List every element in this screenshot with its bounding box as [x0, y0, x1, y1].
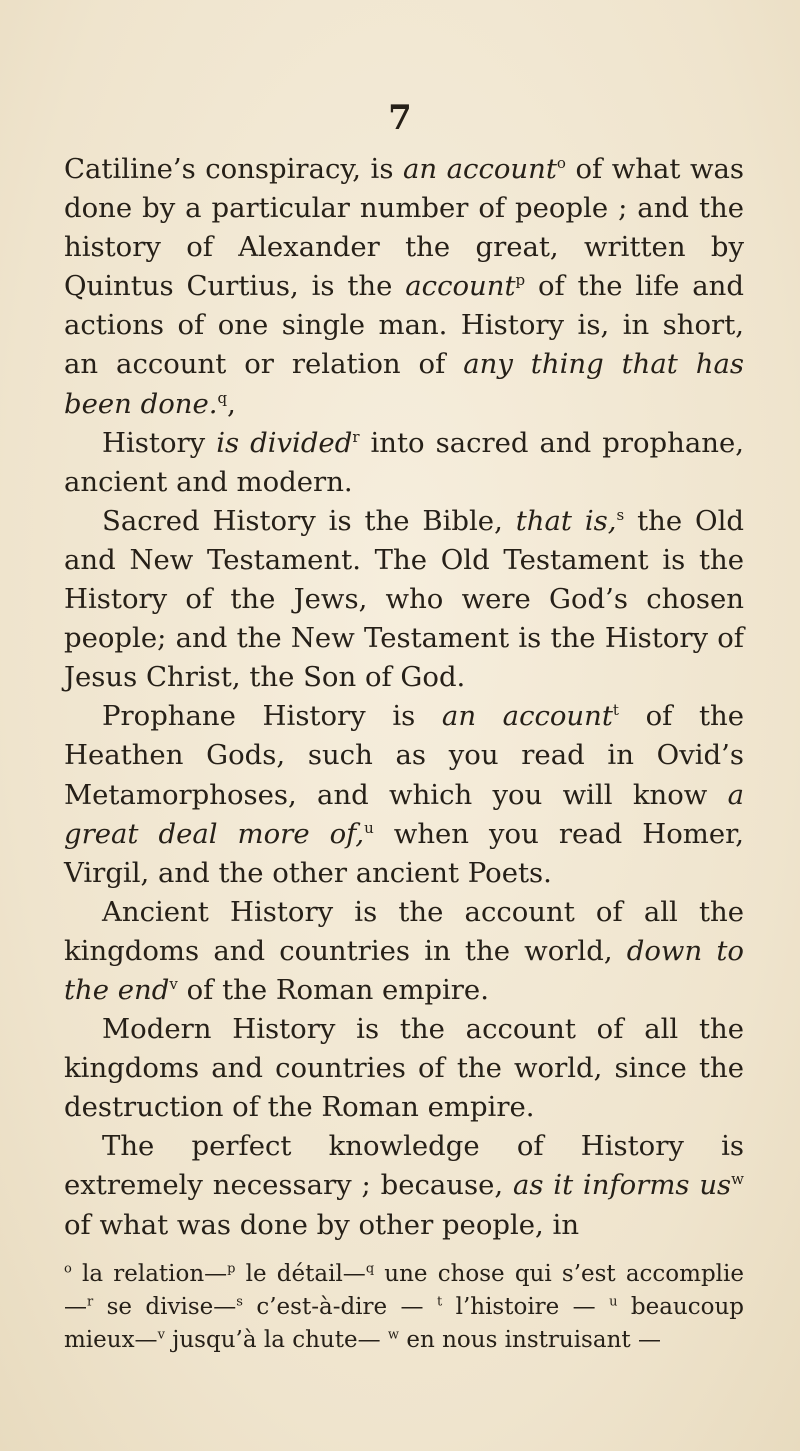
paragraph-sacred-history	[64, 502, 744, 697]
text-run: into sacred and prophane, ancient and modern.	[64, 426, 744, 498]
footnote-text: c’est-à-dire —	[242, 1294, 437, 1320]
italic-gloss: that is,	[515, 504, 617, 537]
footnote-ref: v	[169, 974, 178, 993]
text-run: Sacred History is the Bible,	[102, 504, 516, 537]
footnote-text: jusqu’à la chute—	[164, 1327, 388, 1353]
footnote-ref: q	[217, 388, 228, 407]
italic-gloss: down to the end	[64, 934, 744, 1006]
italic-gloss: as it informs us	[512, 1169, 732, 1202]
italic-gloss: account	[405, 270, 516, 303]
footnote-marker: s	[236, 1294, 243, 1310]
footnote-text: le détail—	[235, 1261, 366, 1287]
italic-gloss: is divided	[216, 426, 353, 459]
text-run: of what was done by a particular number of people ; and the history of Alexander the great, written by Quintus Curtius, is the	[64, 153, 745, 303]
text-run: ,	[227, 387, 236, 420]
text-run: History	[102, 426, 217, 459]
paragraph-catiline	[64, 150, 744, 424]
footnote-marker: v	[157, 1327, 165, 1343]
footnote-text: l’histoire —	[442, 1294, 610, 1320]
paragraph-modern-history	[64, 1010, 744, 1127]
footnote-ref: u	[364, 818, 374, 837]
footnote-text: beaucoup mieux—	[64, 1294, 744, 1353]
footnote-ref: w	[731, 1170, 744, 1189]
footnote-marker: t	[436, 1294, 443, 1310]
footnote-text: en nous instruisant —	[399, 1327, 661, 1353]
footnote-ref: t	[612, 701, 619, 720]
footnote-text: se divise—	[93, 1294, 237, 1320]
text-run: when you read Homer, Virgil, and the other ancient Poets.	[64, 817, 745, 889]
text-run: of what was done by other people, in	[64, 1208, 580, 1241]
page-number: 7	[388, 98, 412, 138]
footnote-ref: r	[352, 427, 360, 446]
text-run: of the life and actions of one single man. History is, in short, an account or relation of	[64, 270, 744, 381]
text-run: of the Heathen Gods, such as you read in Ovid’s Metamorphoses, and which you will know	[64, 700, 744, 811]
paragraph-perfect-knowledge	[64, 1127, 744, 1244]
footnote-ref: p	[515, 271, 526, 290]
text-run: Modern History is the account of all the kingdoms and countries of the world, since the destruction of the Roman empire.	[64, 1013, 744, 1124]
footnote-text: la relation—	[71, 1261, 228, 1287]
footnote-text: une chose qui s’est accomplie —	[64, 1261, 745, 1320]
paragraph-prophane-history	[64, 697, 744, 892]
footnote-ref: o	[556, 153, 566, 172]
footnote-marker: r	[87, 1294, 94, 1310]
footnote-marker: p	[227, 1261, 236, 1277]
paragraph-history-divided	[64, 424, 744, 502]
italic-gloss: an account	[441, 700, 613, 733]
text-run: Ancient History is the account of all the kingdoms and countries in the world,	[64, 895, 744, 967]
paragraph-ancient-history	[64, 893, 744, 1010]
italic-gloss: any thing that has been done.	[64, 348, 744, 420]
footnote-marker: q	[365, 1261, 375, 1277]
footnote-marker: o	[64, 1261, 72, 1277]
footnote-marker: u	[609, 1294, 618, 1310]
text-run: The perfect knowledge of History is extremely necessary ; because,	[64, 1130, 744, 1202]
body-text	[64, 150, 744, 1245]
text-run: Catiline’s conspiracy, is	[64, 153, 403, 185]
text-run: the Old and New Testament. The Old Testament is the History of the Jews, who were God’s chosen people; and the New Testament is the History of Jesus Christ, the Son of God.	[64, 504, 744, 694]
footnotes	[64, 1258, 744, 1357]
footnote-ref: s	[616, 505, 625, 524]
text-run: of the Roman empire.	[177, 973, 489, 1006]
italic-gloss: a great deal more of,	[64, 778, 744, 850]
text-run: Prophane History is	[102, 700, 442, 733]
footnote-marker: w	[387, 1327, 400, 1343]
italic-gloss: an account	[403, 153, 557, 185]
